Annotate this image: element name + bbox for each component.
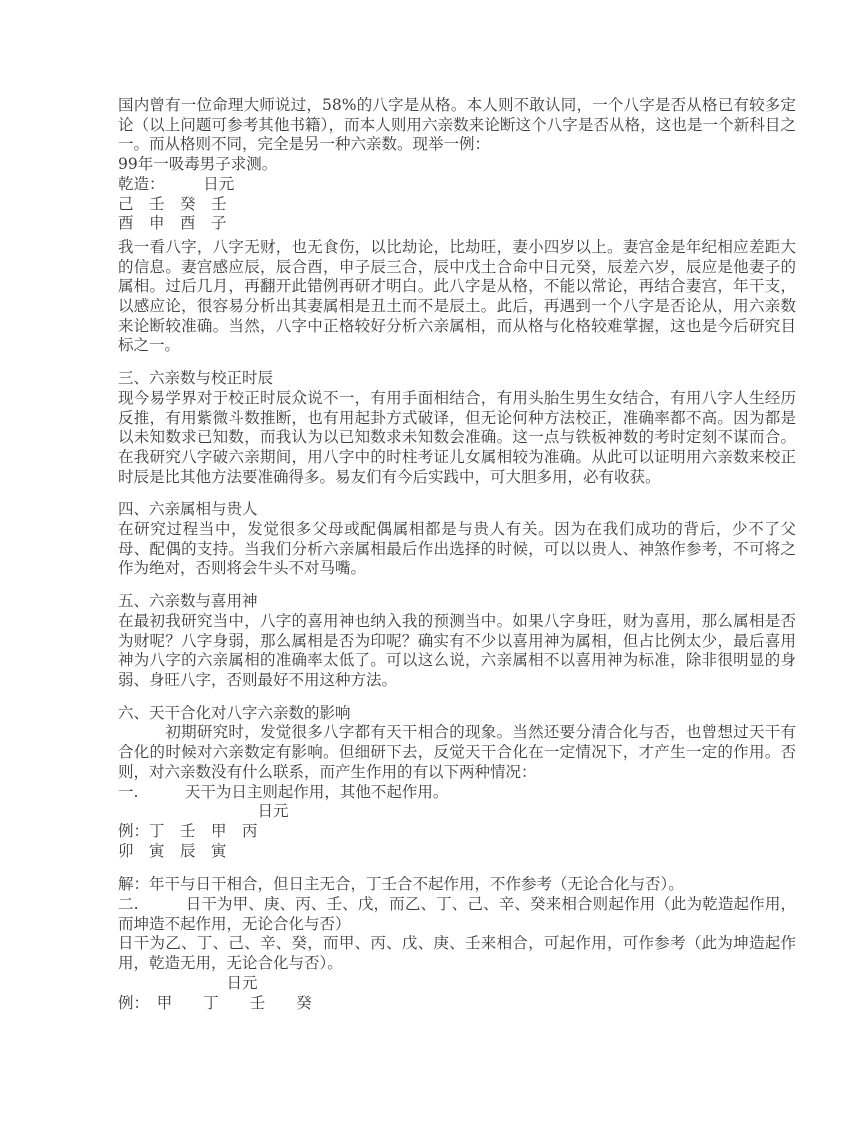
example2-stems-row: 例： 甲 丁 壬 癸 (118, 993, 312, 1012)
rule-one-line: 一. 天干为日主则起作用，其他不起作用。 (118, 782, 449, 801)
section-heading-liuqin-jiaozheng-shichen: 三、六亲数与校正时辰 (118, 369, 274, 388)
rule-two-continued-paragraph: 日干为乙、丁、己、辛、癸，而甲、丙、戊、庚、壬来相合，可起作用，可作参考（此为坤造起作用，乾造无用，无论合化与否）。 (118, 934, 796, 973)
bazi-heavenly-stems-row: 己 壬 癸 壬 (118, 194, 227, 213)
example1-riyuan-label: 日元 (118, 802, 289, 821)
section-heading-liuqin-guiren: 四、六亲属相与贵人 (118, 500, 258, 519)
section-paragraph-tiangan-hehua: 初期研究时，发觉很多八字都有天干相合的现象。当然还要分清合化与否，也曾想过天干有合化的时候对六亲数定有影响。但细研下去，反觉天干合化在一定情况下，才产生一定的作用。否则，对六亲数没有什么联系，而产生作用的有以下两种情况： (118, 723, 796, 781)
bazi-chart-header-line: 乾造： 日元 (118, 174, 235, 193)
section-heading-tiangan-hehua: 六、天干合化对八字六亲数的影响 (118, 703, 351, 722)
case-analysis-paragraph: 我一看八字，八字无财，也无食伤，以比劫论，比劫旺，妻小四岁以上。妻宫金是年纪相应差距大的信息。妻宫感应辰，辰合酉，申子辰三合，辰中戊土合命中日元癸，辰差六岁，辰应是他妻子的属相。过后几月，再翻开此错例再研才明白。此八字是从格，不能以常论，再结合妻宫，年干支，以感应论，很容易分析出其妻属相是丑土而不是辰土。此后，再遇到一个八字是否论从，用六亲数来论断较准确。当然，八字中正格较好分析六亲属相，而从格与化格较难掌握，这也是今后研究目标之一。 (118, 237, 796, 355)
case-subject-line: 99年一吸毒男子求测。 (118, 155, 278, 174)
intro-paragraph: 国内曾有一位命理大师说过，58%的八字是从格。本人则不敢认同，一个八字是否从格已有较多定论（以上问题可参考其他书籍），而本人则用六亲数来论断这个八字是否从格，这也是一个新科目之一。而从格则不同，完全是另一种六亲数。现举一例： (118, 96, 796, 154)
section-heading-liuqin-xiyongshen: 五、六亲数与喜用神 (118, 592, 258, 611)
section-paragraph-liuqin-jiaozheng-shichen: 现今易学界对于校正时辰众说不一，有用手面相结合，有用头胎生男生女结合，有用八字人生经历反推，有用紫微斗数推断，也有用起卦方式破译，但无论何种方法校正，准确率都不高。因为都是以未知数求已知数，而我认为以已知数求未知数会准确。这一点与铁板神数的考时定刻不谋而合。在我研究八字破六亲期间，用八字中的时柱考证儿女属相较为准确。从此可以证明用六亲数来校正时辰是比其他方法要准确得多。易友们有今后实践中，可大胆多用，必有收获。 (118, 388, 796, 486)
example1-stems-row: 例：丁 壬 甲 丙 (118, 821, 258, 840)
example1-branches-row: 卯 寅 辰 寅 (118, 841, 227, 860)
section-paragraph-liuqin-guiren: 在研究过程当中，发觉很多父母或配偶属相都是与贵人有关。因为在我们成功的背后，少不了父母、配偶的支持。当我们分析六亲属相最后作出选择的时候，可以以贵人、神煞作参考，不可将之作为绝对，否则将会牛头不对马嘴。 (118, 520, 796, 578)
rule-two-paragraph: 二. 日干为甲、庚、丙、壬、戊，而乙、丁、己、辛、癸来相合则起作用（此为乾造起作用，而坤造不起作用，无论合化与否） (118, 895, 796, 933)
example2-riyuan-label: 日元 (118, 973, 258, 992)
section-paragraph-liuqin-xiyongshen: 在最初我研究当中，八字的喜用神也纳入我的预测当中。如果八字身旺，财为喜用，那么属相是否为财呢？八字身弱，那么属相是否为印呢？确实有不少以喜用神为属相，但占比例太少，最后喜用神为八字的六亲属相的准确率太低了。可以这么说，六亲属相不以喜用神为标准，除非很明显的身弱、身旺八字，否则最好不用这种方法。 (118, 611, 796, 689)
explanation-line: 解：年干与日干相合，但日主无合，丁壬合不起作用，不作参考（无论合化与否）。 (118, 875, 684, 894)
document-page (118, 96, 796, 1013)
bazi-earthly-branches-row: 酉 申 酉 子 (118, 214, 227, 233)
